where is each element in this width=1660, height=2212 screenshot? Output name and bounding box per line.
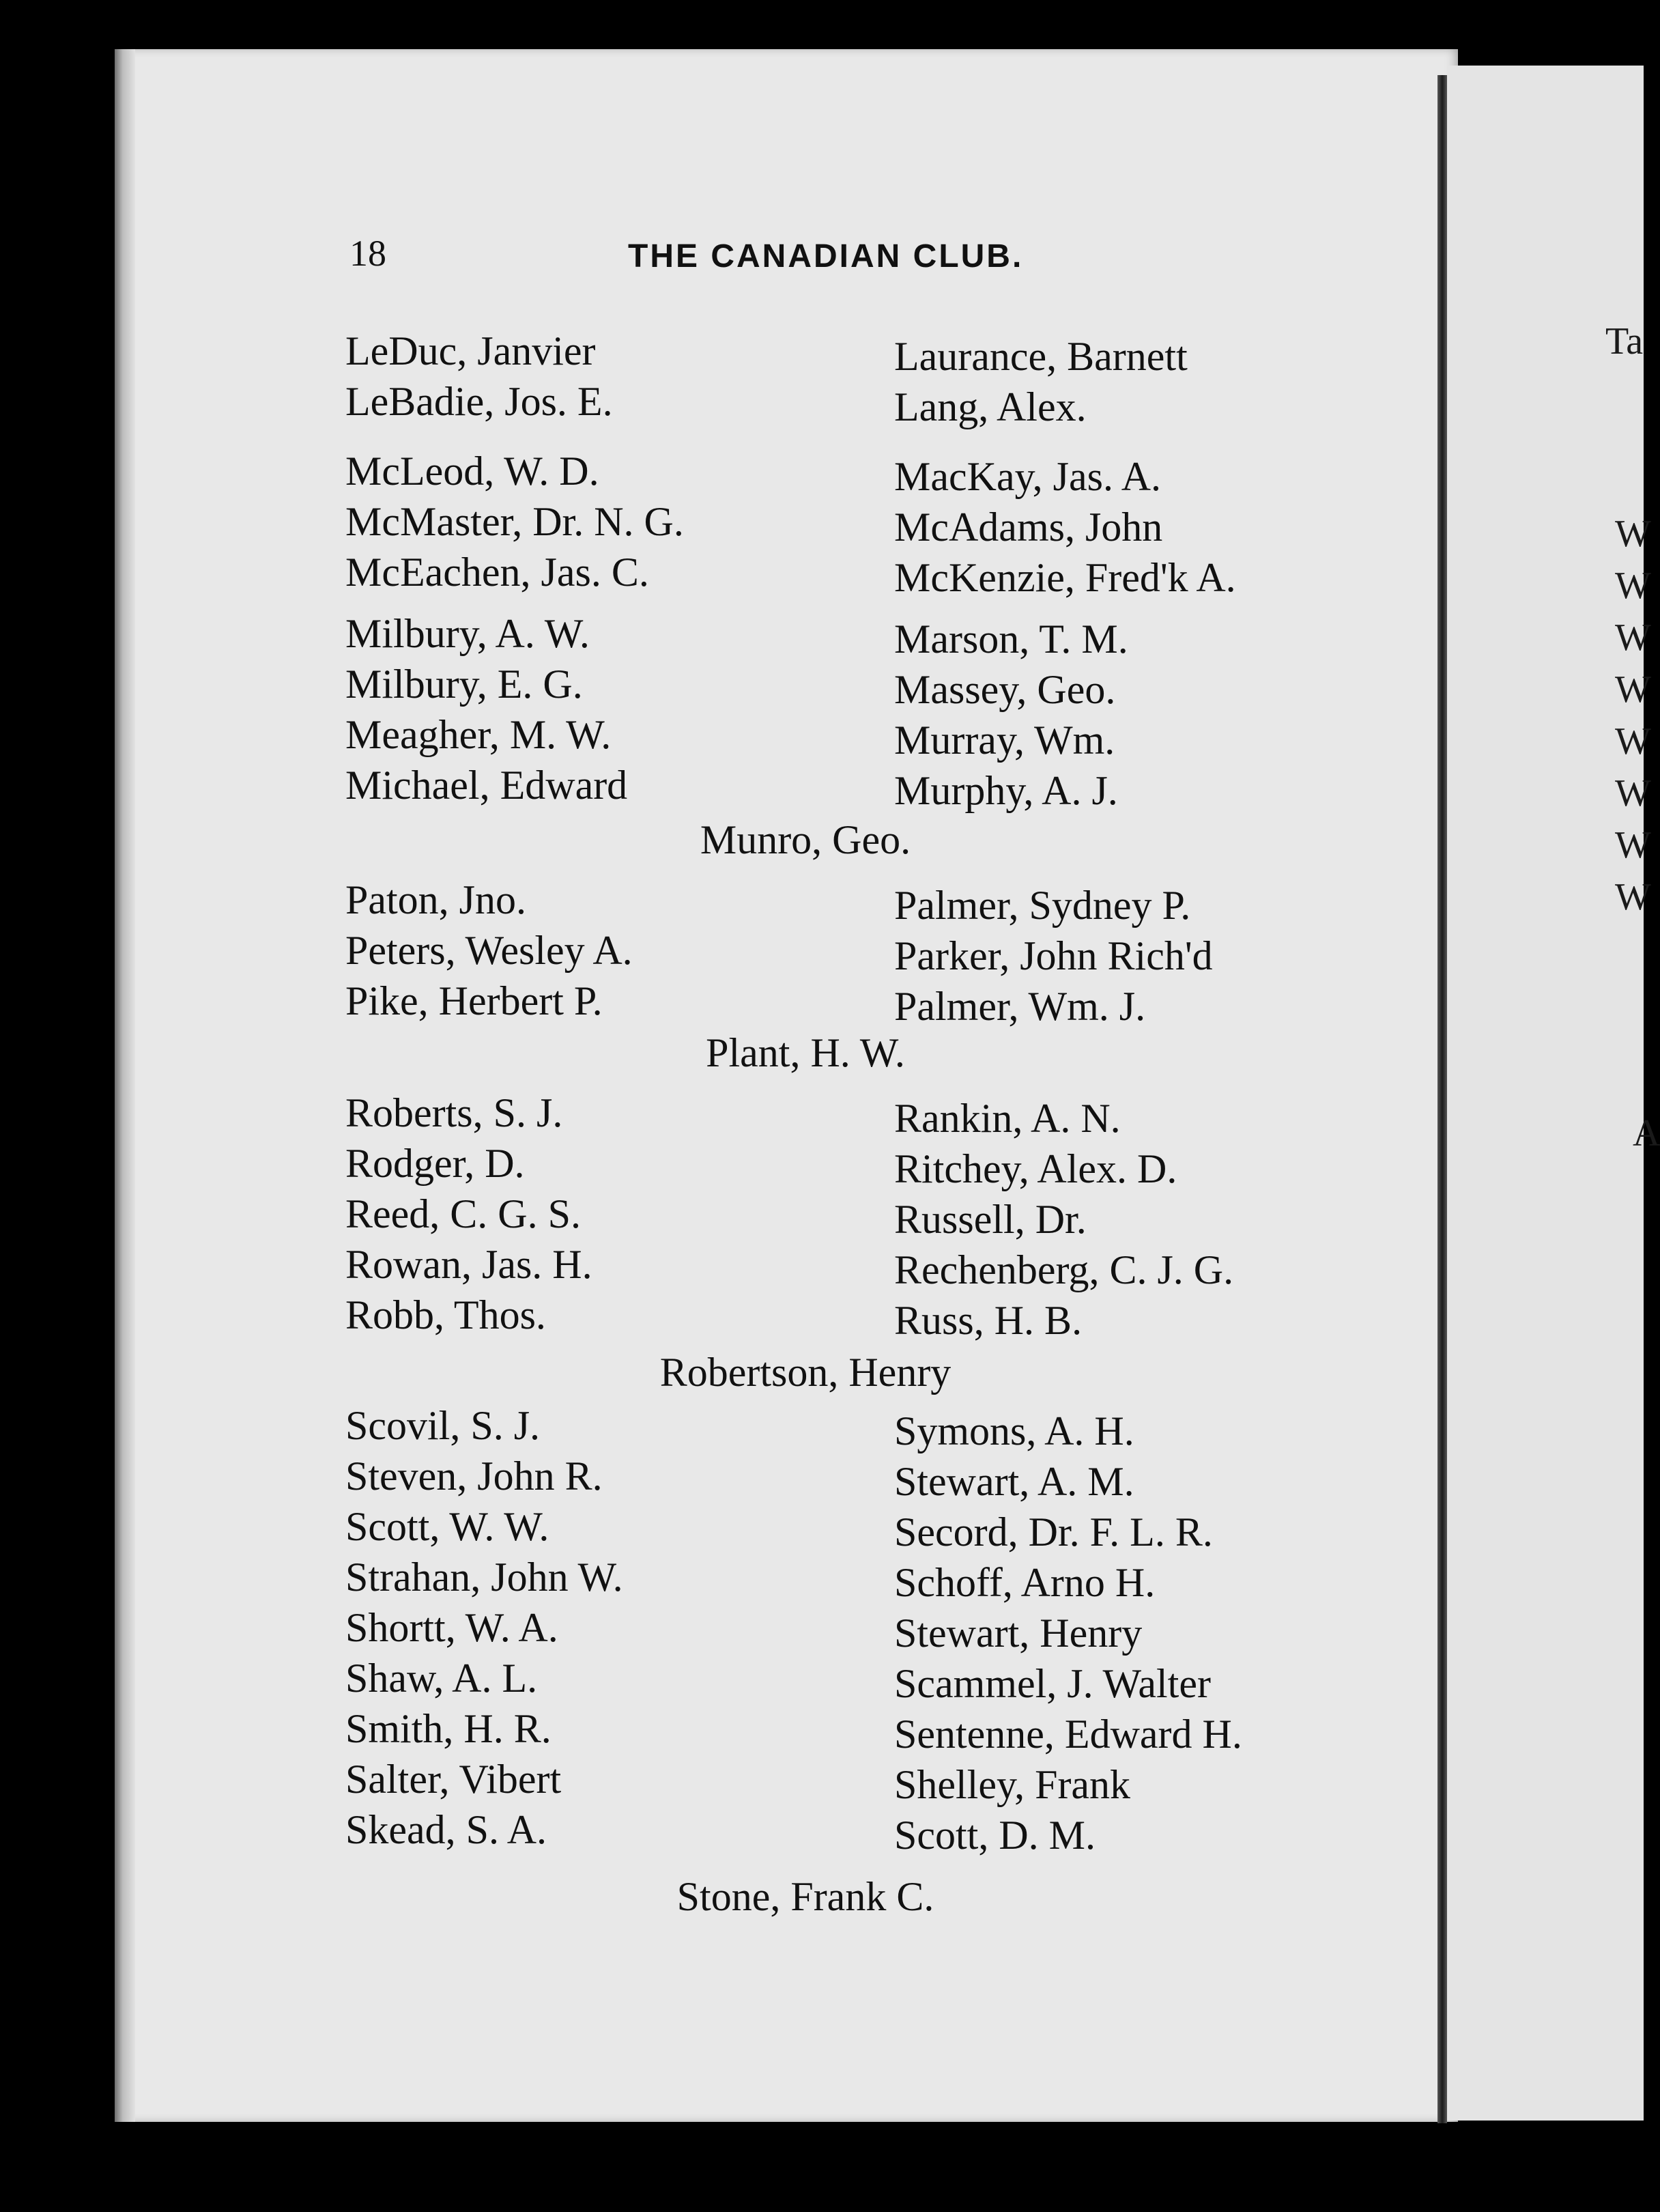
member-name-right: Rankin, A. N. [894, 1096, 1121, 1141]
member-name-left: Roberts, S. J. [345, 1090, 563, 1135]
member-name-left: McLeod, W. D. [345, 449, 599, 494]
member-name-center: Stone, Frank C. [676, 1874, 934, 1919]
member-name-right: Laurance, Barnett [894, 334, 1188, 379]
member-name-left: Milbury, E. G. [345, 662, 583, 707]
member-name-right: Russell, Dr. [894, 1197, 1087, 1242]
page-number: 18 [349, 233, 386, 274]
member-name-left: Michael, Edward [345, 763, 628, 808]
member-name-right: Palmer, Sydney P. [894, 883, 1191, 928]
member-name-right: Parker, John Rich'd [894, 933, 1213, 978]
facing-page-lower-fragment: A [1633, 1112, 1660, 1154]
member-name-left: Rowan, Jas. H. [345, 1242, 592, 1287]
member-name-right: Schoff, Arno H. [894, 1560, 1156, 1605]
member-name-left: Meagher, M. W. [345, 712, 612, 757]
member-name-right: Murphy, A. J. [894, 768, 1118, 813]
member-name-right: Massey, Geo. [894, 667, 1116, 712]
member-name-left: Salter, Vibert [345, 1757, 562, 1802]
facing-page-fragment: W [1615, 513, 1651, 555]
member-name-left: Milbury, A. W. [345, 611, 590, 656]
member-name-left: McEachen, Jas. C. [345, 550, 649, 595]
member-name-left: McMaster, Dr. N. G. [345, 499, 684, 544]
member-name-right: Stewart, Henry [894, 1611, 1143, 1656]
member-name-left: Strahan, John W. [345, 1555, 623, 1600]
facing-page-fragment: W [1615, 668, 1651, 711]
member-name-left: Shortt, W. A. [345, 1605, 558, 1650]
member-name-right: Symons, A. H. [894, 1408, 1134, 1454]
member-name-right: Rechenberg, C. J. G. [894, 1247, 1234, 1292]
facing-page-fragment: W [1615, 876, 1651, 918]
member-name-left: Pike, Herbert P. [345, 978, 603, 1023]
member-name-left: Scott, W. W. [345, 1504, 549, 1549]
member-name-right: Shelley, Frank [894, 1762, 1131, 1807]
running-title: THE CANADIAN CLUB. [628, 238, 1024, 274]
facing-page-fragment: W [1615, 565, 1651, 607]
member-name-right: Ritchey, Alex. D. [894, 1146, 1177, 1191]
member-name-left: LeBadie, Jos. E. [345, 379, 613, 424]
book-gutter [1437, 75, 1447, 2123]
member-name-left: Peters, Wesley A. [345, 928, 633, 973]
member-name-left: Steven, John R. [345, 1454, 603, 1499]
member-name-right: MacKay, Jas. A. [894, 454, 1162, 499]
member-name-left: Scovil, S. J. [345, 1403, 541, 1448]
facing-page-fragment: W [1615, 720, 1651, 763]
facing-page-fragment: W [1615, 616, 1651, 659]
page-edge [115, 49, 135, 2122]
facing-page-fragment: W [1615, 824, 1651, 866]
member-name-right: Secord, Dr. F. L. R. [894, 1509, 1213, 1555]
facing-page-fragment: W [1615, 772, 1651, 814]
member-name-center: Munro, Geo. [700, 817, 911, 862]
member-name-right: Scott, D. M. [894, 1813, 1096, 1858]
member-name-right: Palmer, Wm. J. [894, 984, 1146, 1029]
member-name-right: McKenzie, Fred'k A. [894, 555, 1236, 600]
member-name-right: Sentenne, Edward H. [894, 1712, 1242, 1757]
member-name-left: Rodger, D. [345, 1141, 525, 1186]
member-name-right: Stewart, A. M. [894, 1459, 1134, 1504]
member-name-center: Plant, H. W. [706, 1030, 905, 1075]
facing-page [1447, 66, 1644, 2121]
member-name-left: Smith, H. R. [345, 1706, 552, 1751]
member-name-right: Lang, Alex. [894, 384, 1087, 429]
member-name-left: LeDuc, Janvier [345, 328, 596, 373]
member-name-right: Russ, H. B. [894, 1298, 1083, 1343]
member-name-left: Shaw, A. L. [345, 1656, 538, 1701]
member-name-left: Skead, S. A. [345, 1807, 547, 1852]
left-page [115, 49, 1458, 2122]
member-name-center: Robertson, Henry [659, 1350, 951, 1395]
member-name-left: Paton, Jno. [345, 877, 527, 922]
facing-page-top-fragment: Ta [1605, 320, 1644, 363]
member-name-left: Robb, Thos. [345, 1292, 546, 1337]
member-name-left: Reed, C. G. S. [345, 1191, 581, 1236]
member-name-right: Murray, Wm. [894, 718, 1115, 763]
member-name-right: Scammel, J. Walter [894, 1661, 1211, 1706]
member-name-right: Marson, T. M. [894, 616, 1128, 662]
member-name-right: McAdams, John [894, 505, 1163, 550]
